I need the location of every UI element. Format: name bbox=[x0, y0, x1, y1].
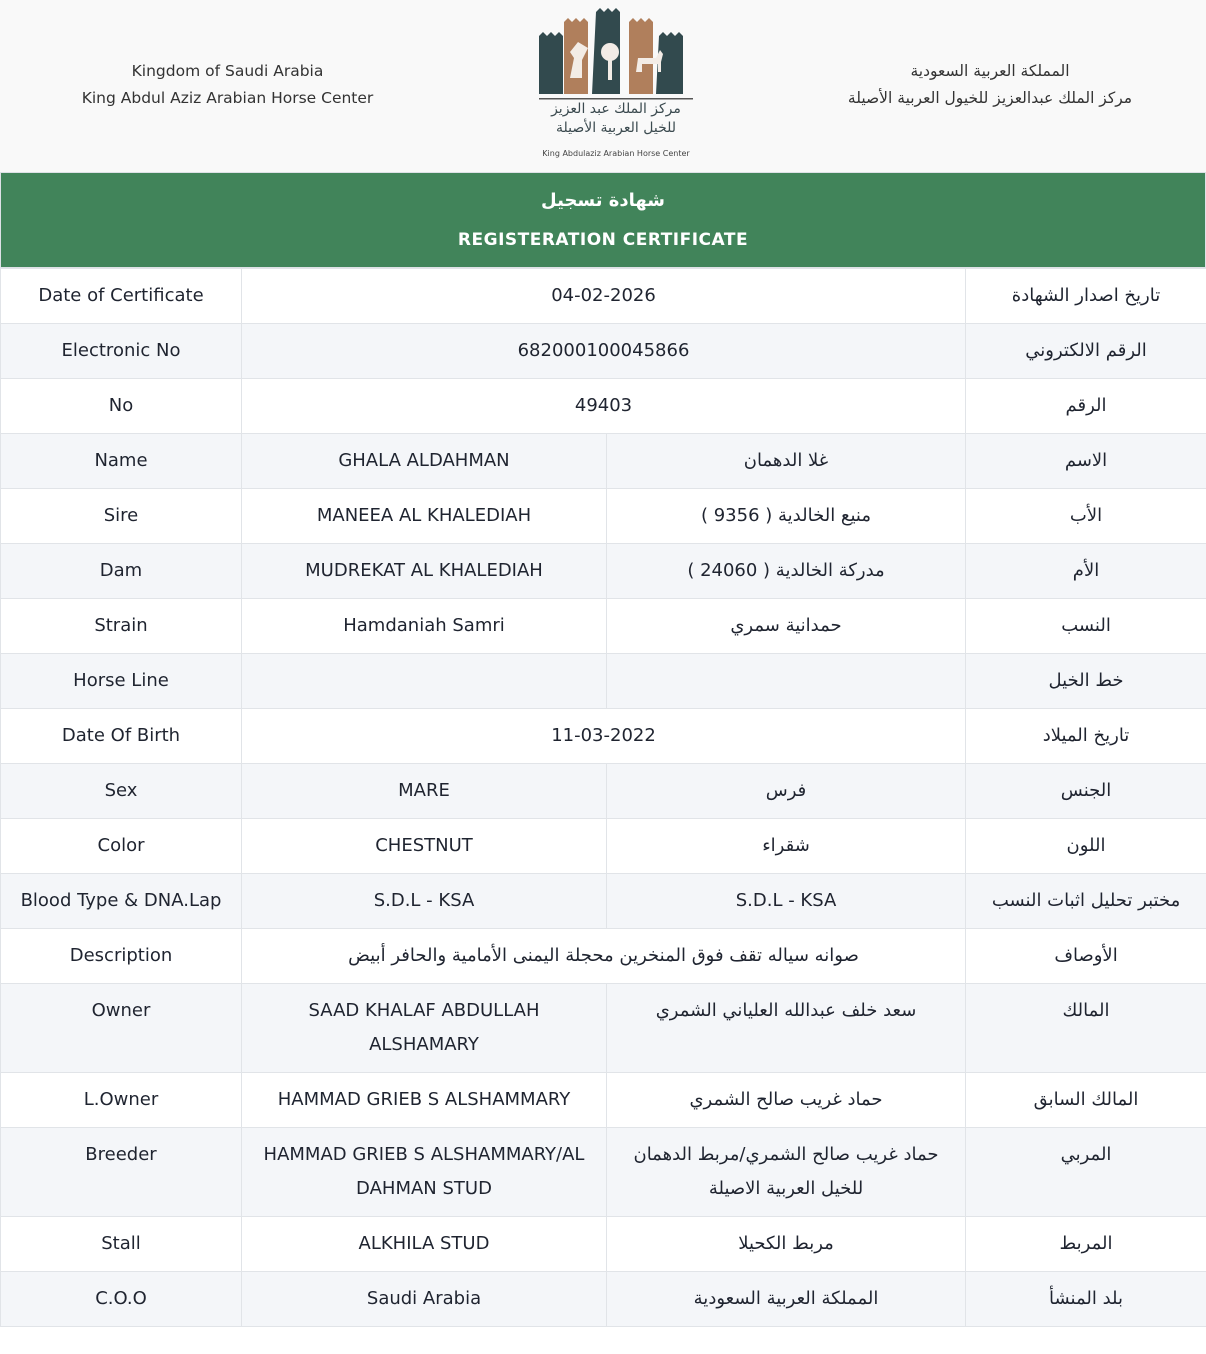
table-row bbox=[1, 434, 1206, 489]
table-row bbox=[1, 544, 1206, 599]
field-value-en: MANEEA AL KHALEDIAH bbox=[242, 489, 607, 544]
field-label-en: Date Of Birth bbox=[1, 709, 242, 764]
table-row bbox=[1, 489, 1206, 544]
field-value: 04-02-2026 bbox=[242, 269, 966, 324]
field-value-ar: المملكة العربية السعودية bbox=[607, 1272, 966, 1327]
table-row bbox=[1, 599, 1206, 654]
field-value: 11-03-2022 bbox=[242, 709, 966, 764]
field-value-ar: مدركة الخالدية ( 24060 ) bbox=[607, 544, 966, 599]
field-value: 682000100045866 bbox=[242, 324, 966, 379]
center-logo bbox=[536, 8, 696, 163]
field-label-ar: الاسم bbox=[966, 434, 1206, 489]
field-label-ar: تاريخ اصدار الشهادة bbox=[966, 269, 1206, 324]
table-row bbox=[1, 379, 1206, 434]
field-label-ar: الرقم bbox=[966, 379, 1206, 434]
field-label-ar: تاريخ الميلاد bbox=[966, 709, 1206, 764]
field-label-ar: بلد المنشأ bbox=[966, 1272, 1206, 1327]
field-label-ar: النسب bbox=[966, 599, 1206, 654]
logo-text-english: King Abdulaziz Arabian Horse Center bbox=[542, 149, 690, 158]
field-label-en: Owner bbox=[1, 984, 242, 1073]
table-row bbox=[1, 1217, 1206, 1272]
field-value-ar: غلا الدهمان bbox=[607, 434, 966, 489]
field-value-ar: S.D.L - KSA bbox=[607, 874, 966, 929]
field-label-ar: اللون bbox=[966, 819, 1206, 874]
field-label-en: Horse Line bbox=[1, 654, 242, 709]
field-label-ar: المربط bbox=[966, 1217, 1206, 1272]
field-label-ar: الأب bbox=[966, 489, 1206, 544]
field-label-en: L.Owner bbox=[1, 1073, 242, 1128]
header-arabic bbox=[840, 58, 1140, 112]
field-label-en: Color bbox=[1, 819, 242, 874]
field-label-ar: المالك bbox=[966, 984, 1206, 1073]
field-label-en: No bbox=[1, 379, 242, 434]
field-label-ar: الأوصاف bbox=[966, 929, 1206, 984]
table-row bbox=[1, 1073, 1206, 1128]
field-label-en: Sire bbox=[1, 489, 242, 544]
certificate-table bbox=[0, 268, 1206, 1327]
country-name-en: Kingdom of Saudi Arabia bbox=[131, 62, 324, 80]
field-label-ar: المربي bbox=[966, 1128, 1206, 1217]
field-value-ar: حمدانية سمري bbox=[607, 599, 966, 654]
table-row bbox=[1, 819, 1206, 874]
logo-towers-icon bbox=[536, 8, 696, 100]
table-row bbox=[1, 654, 1206, 709]
table-row bbox=[1, 874, 1206, 929]
table-row bbox=[1, 984, 1206, 1073]
field-label-en: Description bbox=[1, 929, 242, 984]
header-english bbox=[70, 58, 385, 112]
title-arabic: شهادة تسجيل bbox=[541, 190, 665, 211]
field-value-ar: شقراء bbox=[607, 819, 966, 874]
title-english: REGISTERATION CERTIFICATE bbox=[457, 230, 749, 250]
logo-ar-line1: مركز الملك عبد العزيز bbox=[551, 101, 681, 117]
field-value-en: CHESTNUT bbox=[242, 819, 607, 874]
field-label-en: Sex bbox=[1, 764, 242, 819]
field-value-en: MARE bbox=[242, 764, 607, 819]
table-row bbox=[1, 269, 1206, 324]
field-label-en: Strain bbox=[1, 599, 242, 654]
field-value-en: S.D.L - KSA bbox=[242, 874, 607, 929]
field-value-ar bbox=[607, 654, 966, 709]
field-label-en: Name bbox=[1, 434, 242, 489]
field-label-en: Breeder bbox=[1, 1128, 242, 1217]
certificate-header bbox=[0, 0, 1206, 172]
field-value: صوانه سياله تقف فوق المنخرين محجلة اليمنى الأمامية والحافر أبيض bbox=[242, 929, 966, 984]
field-label-en: Stall bbox=[1, 1217, 242, 1272]
field-value-en: HAMMAD GRIEB S ALSHAMMARY bbox=[242, 1073, 607, 1128]
field-value-ar: منيع الخالدية ( 9356 ) bbox=[607, 489, 966, 544]
field-value-ar: حماد غريب صالح الشمري bbox=[607, 1073, 966, 1128]
field-label-ar: المالك السابق bbox=[966, 1073, 1206, 1128]
field-label-ar: خط الخيل bbox=[966, 654, 1206, 709]
field-value-en: GHALA ALDAHMAN bbox=[242, 434, 607, 489]
field-value-en: Hamdaniah Samri bbox=[242, 599, 607, 654]
table-row bbox=[1, 1272, 1206, 1327]
field-label-en: Blood Type & DNA.Lap bbox=[1, 874, 242, 929]
field-label-en: Dam bbox=[1, 544, 242, 599]
field-value-ar: فرس bbox=[607, 764, 966, 819]
logo-ar-line2: للخيل العربية الأصيلة bbox=[555, 120, 677, 136]
field-label-ar: الرقم الالكتروني bbox=[966, 324, 1206, 379]
table-row bbox=[1, 709, 1206, 764]
field-value: 49403 bbox=[242, 379, 966, 434]
table-row bbox=[1, 1128, 1206, 1217]
field-label-en: C.O.O bbox=[1, 1272, 242, 1327]
field-label-en: Date of Certificate bbox=[1, 269, 242, 324]
field-label-ar: مختبر تحليل اثبات النسب bbox=[966, 874, 1206, 929]
certificate-title-banner bbox=[0, 172, 1206, 268]
field-label-en: Electronic No bbox=[1, 324, 242, 379]
logo-text-arabic bbox=[536, 100, 696, 138]
field-value-ar: سعد خلف عبدالله العلياني الشمري bbox=[607, 984, 966, 1073]
country-name-ar: المملكة العربية السعودية bbox=[910, 62, 1070, 80]
field-value-ar: مربط الكحيلا bbox=[607, 1217, 966, 1272]
table-row bbox=[1, 324, 1206, 379]
field-label-ar: الأم bbox=[966, 544, 1206, 599]
center-name-en: King Abdul Aziz Arabian Horse Center bbox=[81, 89, 374, 107]
field-value-en bbox=[242, 654, 607, 709]
center-name-ar: مركز الملك عبدالعزيز للخيول العربية الأصيلة bbox=[847, 89, 1133, 107]
field-value-en: HAMMAD GRIEB S ALSHAMMARY/AL DAHMAN STUD bbox=[242, 1128, 607, 1217]
field-value-en: Saudi Arabia bbox=[242, 1272, 607, 1327]
table-row bbox=[1, 764, 1206, 819]
field-label-ar: الجنس bbox=[966, 764, 1206, 819]
table-row bbox=[1, 929, 1206, 984]
field-value-ar: حماد غريب صالح الشمري/مربط الدهمان للخيل العربية الاصيلة bbox=[607, 1128, 966, 1217]
field-value-en: ALKHILA STUD bbox=[242, 1217, 607, 1272]
field-value-en: SAAD KHALAF ABDULLAH ALSHAMARY bbox=[242, 984, 607, 1073]
field-value-en: MUDREKAT AL KHALEDIAH bbox=[242, 544, 607, 599]
